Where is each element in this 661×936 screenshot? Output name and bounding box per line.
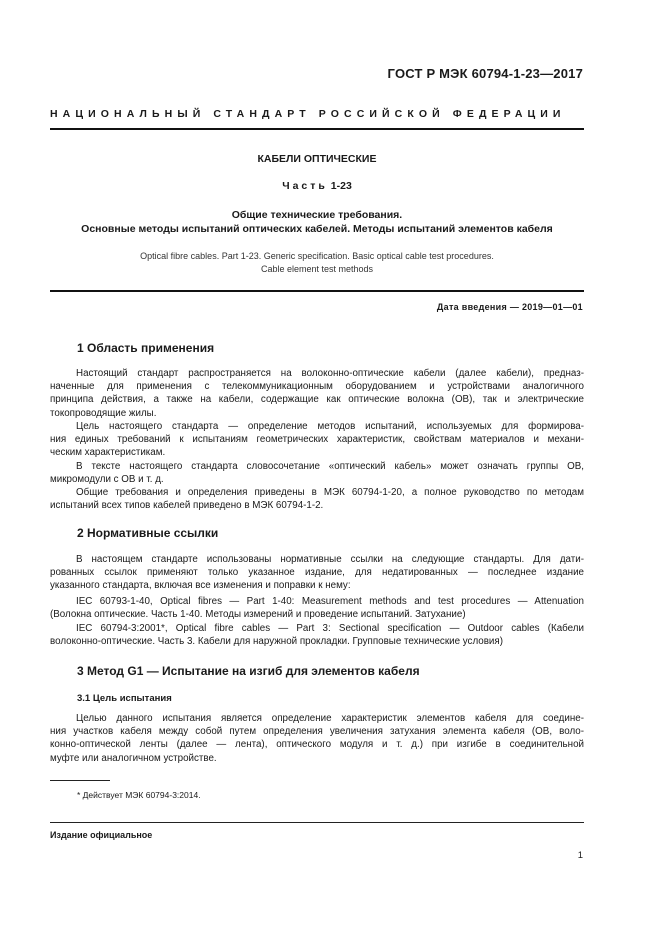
document-title: КАБЕЛИ ОПТИЧЕСКИЕ [257, 153, 377, 165]
text-line: IEC 60793-1-40, Optical fibres — Part 1-40: Measurement methods and test procedures — Attenuation [76, 596, 584, 607]
text-line: принципа действия, а также на кабели, содержащие как оптические волокна (ОВ), так и электрические [50, 394, 584, 406]
part-word: Часть [282, 180, 328, 192]
text-line: ния участков кабеля между собой путем определения увеличения затухания элемента кабеля (ОВ, воло- [50, 726, 584, 738]
section-3-1-paragraph [50, 712, 584, 765]
subtitle-line-2: Основные методы испытаний оптических кабелей. Методы испытаний элементов кабеля [81, 223, 553, 235]
text-line: Целью данного испытания является определение характеристик элементов кабеля для соедине- [76, 713, 584, 724]
text-line: Общие требования и определения приведены в МЭК 60794-1-20, а полное руководство по методам [76, 487, 584, 498]
section-2-paragraph-1 [50, 553, 584, 593]
section-2-reference-2 [50, 622, 584, 648]
text-line: указанного стандарта, включая все изменения и поправки к нему: [50, 580, 351, 592]
text-line: Цель настоящего стандарта — определение методов испытаний, используемых для формирова- [76, 421, 584, 432]
text-line: (Волокна оптические. Часть 1-40. Методы измерений и проведение испытаний. Затухание) [50, 609, 466, 621]
document-part [50, 180, 584, 192]
text-line: рованных ссылок применяют только указанное издание, для недатированных — последнее издание [50, 567, 584, 579]
text-line: токопроводящие жилы. [50, 407, 157, 419]
standard-code: ГОСТ Р МЭК 60794-1-23—2017 [387, 66, 583, 81]
document-subtitle [50, 208, 584, 236]
section-1-paragraph-1 [50, 367, 584, 420]
text-line: ческим характеристикам. [50, 447, 166, 459]
subtitle-line-1: Общие технические требования. [231, 209, 403, 221]
english-title [50, 250, 584, 276]
text-line: волоконно-оптические. Часть 3. Кабели для наружной прокладки. Групповые технические условия) [50, 636, 503, 648]
section-3-heading: 3 Метод G1 — Испытание на изгиб для элементов кабеля [77, 664, 420, 678]
text-line: конно-оптической ленты (далее — лента), оптического модуля и т. д.) при изгибе в соединительной [50, 739, 584, 751]
section-1-paragraph-4 [50, 486, 584, 512]
text-line: Настоящий стандарт распространяется на волоконно-оптические кабели (далее кабели), предназ- [76, 368, 584, 379]
text-line: В тексте настоящего стандарта словосочетание «оптический кабель» может означать группы ОВ, [76, 461, 584, 472]
part-number: 1-23 [330, 180, 352, 192]
text-line: испытаний всех типов кабелей приведено в МЭК 60794-1-2. [50, 500, 324, 512]
text-line: В настоящем стандарте использованы нормативные ссылки на следующие стандарты. Для дати- [76, 554, 584, 565]
footer-rule [50, 822, 584, 823]
header-rule [50, 128, 584, 130]
english-title-line-1: Optical fibre cables. Part 1-23. Generic specification. Basic optical cable test procedures. [140, 251, 494, 261]
text-line: IEC 60794-3:2001*, Optical fibre cables — Part 3: Sectional specification — Outdoor cables (Кабели [76, 623, 584, 634]
section-1-heading: 1 Область применения [77, 341, 215, 355]
footnote-separator [50, 780, 110, 781]
text-line: ния единых требований к испытаниям геометрических характеристик, свойствам материалов и механи- [50, 434, 584, 446]
national-standard-banner: НАЦИОНАЛЬНЫЙ СТАНДАРТ РОССИЙСКОЙ ФЕДЕРАЦИИ [50, 108, 566, 120]
text-line: муфте или аналогичном устройстве. [50, 752, 217, 764]
english-title-line-2: Cable element test methods [260, 264, 374, 274]
section-2-reference-1 [50, 595, 584, 621]
text-line: наченные для применения с телекоммуникационным оборудованием и устройствами аналогичного [50, 381, 584, 393]
footnote: * Действует МЭК 60794-3:2014. [77, 790, 201, 800]
introduction-date: Дата введения — 2019—01—01 [436, 302, 583, 312]
official-edition-label: Издание официальное [50, 830, 153, 840]
section-1-paragraph-2 [50, 420, 584, 460]
text-line: микромодули с ОВ и т. д. [50, 474, 164, 486]
section-2-heading: 2 Нормативные ссылки [77, 526, 219, 540]
section-3-1-heading: 3.1 Цель испытания [77, 693, 172, 704]
page-number: 1 [577, 850, 583, 861]
section-1-paragraph-3 [50, 460, 584, 486]
title-rule [50, 290, 584, 292]
